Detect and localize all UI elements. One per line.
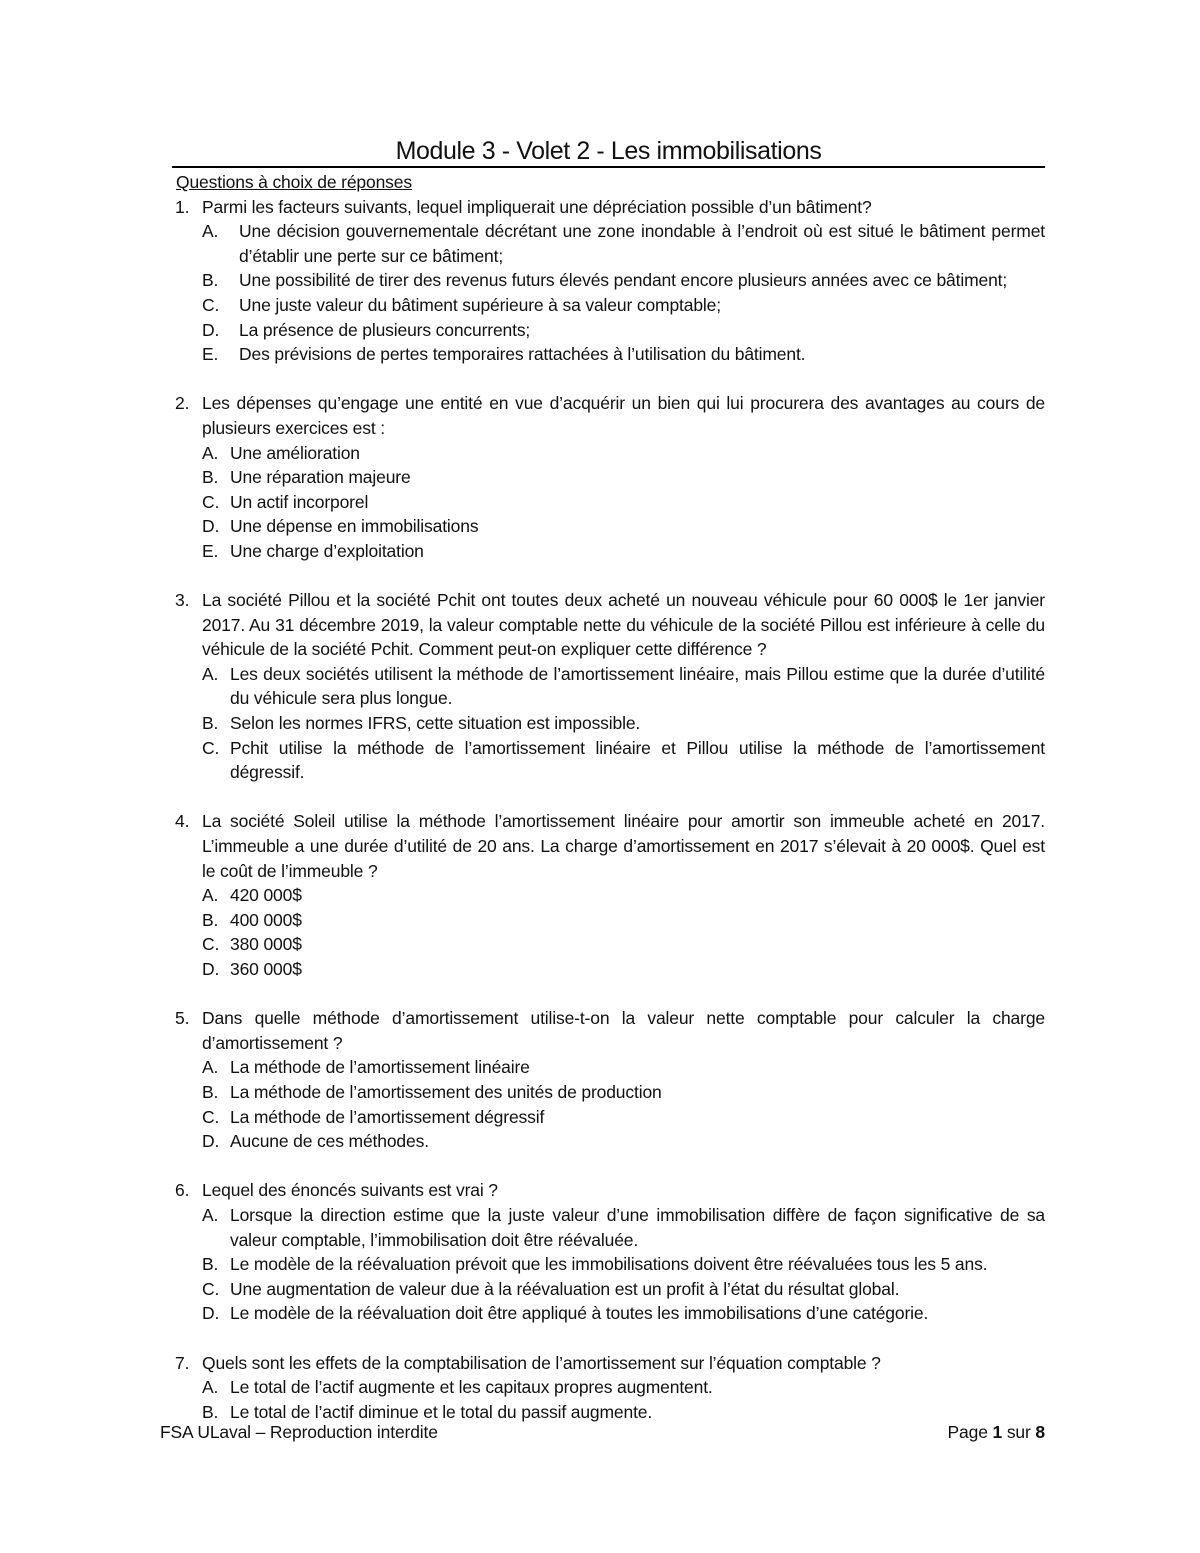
option-letter: E. xyxy=(202,540,219,561)
option-letter: D. xyxy=(202,959,220,979)
question-number: 6. xyxy=(175,1180,190,1201)
option-text: Un actif incorporel xyxy=(230,491,369,512)
question-number: 1. xyxy=(175,196,190,217)
option-e xyxy=(172,342,1045,367)
question-number: 2. xyxy=(175,393,190,414)
question-text: La société Soleil utilise la méthode l’amortissement linéaire pour amortir son immeuble acheté en 2017. L’immeuble a une durée d’utilité de 20 ans. La charge d’amortissement en 2017 s’élevait à 20 000$. Quel est le coût de l’immeuble ? xyxy=(202,811,1045,881)
question-number: 7. xyxy=(175,1352,190,1373)
page-footer xyxy=(160,1420,1045,1444)
option-text: 360 000$ xyxy=(230,959,302,979)
section-heading: Questions à choix de réponses xyxy=(176,172,412,192)
option-text: La présence de plusieurs concurrents; xyxy=(239,319,531,340)
option-list xyxy=(172,1203,1045,1326)
option-d xyxy=(172,514,1045,539)
option-letter: A. xyxy=(202,221,219,242)
footer-text: FSA ULaval – Reproduction interdite xyxy=(160,1422,438,1442)
page-title: Module 3 - Volet 2 - Les immobilisations xyxy=(395,137,822,165)
option-d xyxy=(172,957,1045,982)
option-letter: B. xyxy=(202,1081,219,1102)
option-text: Une décision gouvernementale décrétant une zone inondable à l’endroit où est situé le bâtiment permet d’établir une perte sur ce bâtiment; xyxy=(239,221,1045,266)
option-text: Selon les normes IFRS, cette situation est impossible. xyxy=(230,713,641,734)
option-text: La méthode de l’amortissement linéaire xyxy=(230,1057,530,1078)
question-text: Quels sont les effets de la comptabilisation de l’amortissement sur l’équation comptable ? xyxy=(202,1352,881,1373)
option-list xyxy=(172,1375,1045,1424)
option-b xyxy=(172,1252,1045,1277)
option-a xyxy=(172,1203,1045,1252)
question-text: Parmi les facteurs suivants, lequel impliquerait une dépréciation possible d’un bâtiment? xyxy=(202,196,872,217)
option-text: Lorsque la direction estime que la juste valeur d’une immobilisation diffère de façon significative de sa valeur comptable, l’immobilisation doit être réévaluée. xyxy=(230,1204,1045,1250)
option-b xyxy=(172,711,1045,736)
option-letter: A. xyxy=(202,1377,219,1398)
page-total: 8 xyxy=(1035,1422,1045,1442)
option-a xyxy=(172,219,1045,268)
page-current: 1 xyxy=(992,1422,1003,1442)
option-letter: D. xyxy=(202,1131,220,1152)
option-text: Des prévisions de pertes temporaires rattachées à l’utilisation du bâtiment. xyxy=(239,344,806,365)
option-text: Le total de l’actif augmente et les capitaux propres augmentent. xyxy=(230,1377,713,1398)
question-text: La société Pillou et la société Pchit ont toutes deux acheté un nouveau véhicule pour 60 000$ le 1er janvier 2017. Au 31 décembre 2019, la valeur comptable nette du véhicule de la société Pillou est inférieure à celle du véhicule de la société Pchit. Comment peut-on expliquer cette différence ? xyxy=(202,590,1045,660)
question-text: Les dépenses qu’engage une entité en vue d’acquérir un bien qui lui procurera des avantages au cours de plusieurs exercices est : xyxy=(202,393,1045,438)
option-text: La méthode de l’amortissement des unités de production xyxy=(230,1081,662,1102)
option-a xyxy=(172,441,1045,466)
question-7 xyxy=(172,1351,1045,1425)
question-number: 3. xyxy=(175,590,190,611)
option-text: 400 000$ xyxy=(230,909,302,930)
option-text: Une dépense en immobilisations xyxy=(230,516,479,537)
option-list xyxy=(172,441,1045,564)
option-text: 380 000$ xyxy=(230,934,302,955)
option-letter: D. xyxy=(202,516,220,537)
option-letter: C. xyxy=(202,737,220,758)
option-e xyxy=(172,539,1045,564)
option-letter: C. xyxy=(202,294,220,315)
question-1 xyxy=(172,195,1045,367)
option-a xyxy=(172,662,1045,711)
option-d xyxy=(172,318,1045,343)
option-letter: B. xyxy=(202,1254,219,1275)
option-letter: C. xyxy=(202,934,220,955)
option-letter: A. xyxy=(202,442,219,463)
option-c xyxy=(172,1105,1045,1130)
option-text: Une charge d’exploitation xyxy=(230,540,424,561)
option-a xyxy=(172,1055,1045,1080)
option-text: Aucune de ces méthodes. xyxy=(230,1131,429,1152)
option-list xyxy=(172,883,1045,981)
page-prefix: Page xyxy=(947,1422,988,1442)
option-list xyxy=(172,662,1045,785)
option-b xyxy=(172,268,1045,293)
option-text: Une amélioration xyxy=(230,442,360,463)
option-c xyxy=(172,490,1045,515)
option-letter: E. xyxy=(202,344,219,365)
option-letter: A. xyxy=(202,1057,219,1078)
question-6 xyxy=(172,1178,1045,1326)
option-b xyxy=(172,1080,1045,1105)
option-text: La méthode de l’amortissement dégressif xyxy=(230,1106,545,1127)
option-letter: C. xyxy=(202,491,220,512)
option-list xyxy=(172,219,1045,367)
option-letter: D. xyxy=(202,319,220,340)
option-c xyxy=(172,293,1045,318)
option-c xyxy=(172,1277,1045,1302)
page-number xyxy=(948,1420,1046,1444)
option-list xyxy=(172,1055,1045,1153)
option-text: Le modèle de la réévaluation doit être appliqué à toutes les immobilisations d’une catégorie. xyxy=(230,1303,929,1324)
option-letter: B. xyxy=(202,713,219,734)
option-letter: A. xyxy=(202,885,219,906)
option-letter: C. xyxy=(202,1278,220,1299)
option-text: Les deux sociétés utilisent la méthode de l’amortissement linéaire, mais Pillou estime que la durée d’utilité du véhicule sera plus longue. xyxy=(230,663,1045,709)
question-3 xyxy=(172,588,1045,785)
option-letter: D. xyxy=(202,1303,220,1324)
page-content xyxy=(172,136,1045,1424)
option-b xyxy=(172,465,1045,490)
question-number: 5. xyxy=(175,1008,190,1029)
option-text: Une augmentation de valeur due à la réévaluation est un profit à l’état du résultat global. xyxy=(230,1278,900,1299)
option-text: Le modèle de la réévaluation prévoit que les immobilisations doivent être réévaluées tous les 5 ans. xyxy=(230,1254,988,1275)
option-text: Pchit utilise la méthode de l’amortissement linéaire et Pillou utilise la méthode de l’amortissement dégressif. xyxy=(230,737,1045,783)
option-letter: A. xyxy=(202,663,219,684)
question-2 xyxy=(172,391,1045,563)
option-text: Une réparation majeure xyxy=(230,467,411,488)
option-b xyxy=(172,908,1045,933)
option-d xyxy=(172,1129,1045,1154)
question-text: Dans quelle méthode d’amortissement utilise-t-on la valeur nette comptable pour calculer la charge d’amortissement ? xyxy=(202,1008,1045,1053)
question-number: 4. xyxy=(175,811,190,832)
option-letter: B. xyxy=(202,1401,219,1422)
option-c xyxy=(172,736,1045,785)
page-sep: sur xyxy=(1006,1422,1031,1442)
option-text: Le total de l’actif diminue et le total du passif augmente. xyxy=(230,1401,653,1422)
question-4 xyxy=(172,809,1045,981)
option-a xyxy=(172,1375,1045,1400)
title-rule xyxy=(172,166,1045,168)
option-text: 420 000$ xyxy=(230,885,302,906)
option-letter: B. xyxy=(202,270,219,291)
option-a xyxy=(172,883,1045,908)
option-text: Une juste valeur du bâtiment supérieure à sa valeur comptable; xyxy=(239,294,721,315)
question-5 xyxy=(172,1006,1045,1154)
option-text: Une possibilité de tirer des revenus futurs élevés pendant encore plusieurs années avec ce bâtiment; xyxy=(239,270,1008,291)
option-letter: A. xyxy=(202,1204,219,1225)
option-letter: B. xyxy=(202,909,219,930)
question-text: Lequel des énoncés suivants est vrai ? xyxy=(202,1180,498,1201)
option-letter: B. xyxy=(202,467,219,488)
option-d xyxy=(172,1301,1045,1326)
option-letter: C. xyxy=(202,1106,220,1127)
option-c xyxy=(172,932,1045,957)
